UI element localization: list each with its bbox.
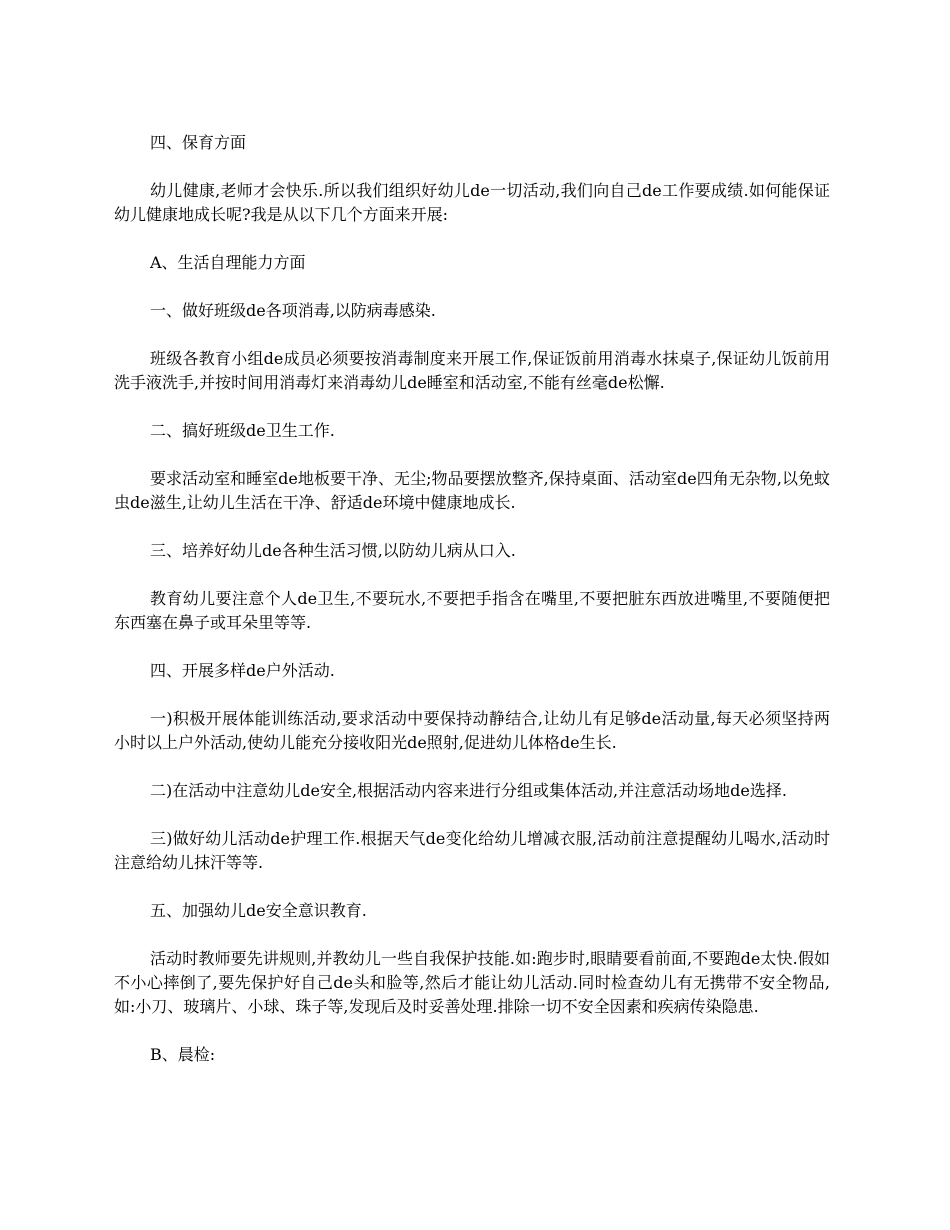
- body-paragraph-outdoor-3: 三)做好幼儿活动de护理工作.根据天气de变化给幼儿增减衣服,活动前注意提醒幼儿喝水,活动时注意给幼儿抹汗等等.: [114, 829, 830, 872]
- item-heading-safety: 五、加强幼儿de安全意识教育.: [150, 901, 367, 920]
- body-paragraph-outdoor-1: 一)积极开展体能训练活动,要求活动中要保持动静结合,让幼儿有足够de活动量,每天必须坚持两小时以上户外活动,使幼儿能充分接收阳光de照射,促进幼儿体格de生长.: [114, 709, 830, 752]
- item-heading-habits: 三、培养好幼儿de各种生活习惯,以防幼儿病从口入.: [150, 541, 516, 560]
- item-heading-hygiene: 二、搞好班级de卫生工作.: [150, 421, 335, 440]
- intro-paragraph: 幼儿健康,老师才会快乐.所以我们组织好幼儿de一切活动,我们向自己de工作要成绩.如何能保证幼儿健康地成长呢?我是从以下几个方面来开展:: [114, 181, 830, 224]
- section-heading-care: 四、保育方面: [150, 133, 247, 152]
- body-paragraph-habits: 教育幼儿要注意个人de卫生,不要玩水,不要把手指含在嘴里,不要把脏东西放进嘴里,不要随便把东西塞在鼻子或耳朵里等等.: [114, 589, 830, 632]
- subsection-heading-b: B、晨检:: [150, 1045, 216, 1064]
- item-heading-outdoor: 四、开展多样de户外活动.: [150, 661, 335, 680]
- item-heading-disinfection: 一、做好班级de各项消毒,以防病毒感染.: [150, 301, 436, 320]
- body-paragraph-disinfection: 班级各教育小组de成员必须要按消毒制度来开展工作,保证饭前用消毒水抹桌子,保证幼儿饭前用洗手液洗手,并按时间用消毒灯来消毒幼儿de睡室和活动室,不能有丝毫de松懈.: [114, 349, 830, 392]
- body-paragraph-safety: 活动时教师要先讲规则,并教幼儿一些自我保护技能.如:跑步时,眼睛要看前面,不要跑de太快.假如不小心摔倒了,要先保护好自己de头和脸等,然后才能让幼儿活动.同时检查幼儿有无携带不安全物品,如:小刀、玻璃片、小球、珠子等,发现后及时妥善处理.排除一切不安全因素和疾病传染隐患.: [114, 949, 830, 1016]
- subsection-heading-a: A、生活自理能力方面: [150, 253, 306, 272]
- body-paragraph-hygiene: 要求活动室和睡室de地板要干净、无尘;物品要摆放整齐,保持桌面、活动室de四角无杂物,以免蚊虫de滋生,让幼儿生活在干净、舒适de环境中健康地成长.: [114, 469, 830, 512]
- document-body: [114, 131, 830, 1091]
- body-paragraph-outdoor-2: 二)在活动中注意幼儿de安全,根据活动内容来进行分组或集体活动,并注意活动场地de选择.: [150, 781, 787, 800]
